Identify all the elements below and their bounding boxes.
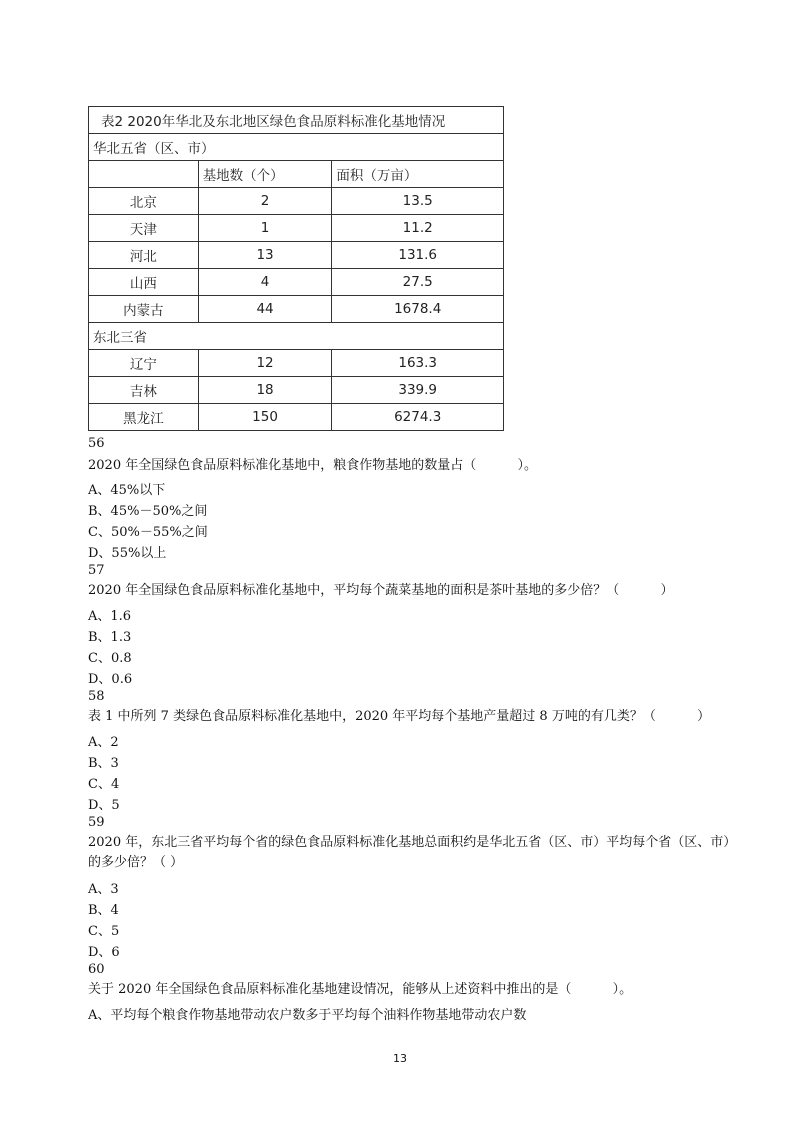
- question-number: 59: [88, 815, 105, 830]
- option-a: A、1.6: [88, 609, 132, 624]
- option-b: B、1.3: [88, 630, 132, 645]
- base-count: 2: [198, 188, 332, 215]
- base-count: 44: [198, 296, 332, 323]
- option-d: D、55%以上: [88, 546, 167, 561]
- option-a: A、45%以下: [88, 483, 166, 498]
- option-d: D、5: [88, 798, 120, 813]
- option-c: C、4: [88, 777, 120, 792]
- group-header-northeast: 东北三省: [89, 323, 504, 350]
- option-b: B、45%－50%之间: [88, 504, 208, 519]
- question-number: 56: [88, 436, 105, 451]
- header-empty-cell: [89, 161, 199, 188]
- region-name: 辽宁: [89, 350, 199, 377]
- option-c: C、50%－55%之间: [88, 525, 208, 540]
- group-header-north: 华北五省（区、市）: [89, 134, 504, 161]
- question-number: 57: [88, 563, 105, 578]
- base-count: 1: [198, 215, 332, 242]
- base-area: 11.2: [332, 215, 504, 242]
- option-a: A、3: [88, 882, 119, 897]
- question-text: 表 1 中所列 7 类绿色食品原料标准化基地中，2020 年平均每个基地产量超过 8 万吨的有几类？（ ）: [88, 709, 711, 724]
- base-area: 163.3: [332, 350, 504, 377]
- region-name: 吉林: [89, 377, 199, 404]
- question-text: 关于 2020 年全国绿色食品原料标准化基地建设情况，能够从上述资料中推出的是（ ）。: [88, 982, 633, 997]
- page-number: 13: [393, 1052, 407, 1065]
- header-area: 面积（万亩）: [332, 161, 504, 188]
- option-d: D、0.6: [88, 672, 133, 687]
- table-row: [89, 269, 504, 296]
- option-c: C、0.8: [88, 651, 132, 666]
- base-area: 339.9: [332, 377, 504, 404]
- table-row: [89, 215, 504, 242]
- option-d: D、6: [88, 945, 120, 960]
- base-area: 13.5: [332, 188, 504, 215]
- table-row: [89, 242, 504, 269]
- table-row: [89, 377, 504, 404]
- table-row: [89, 404, 504, 431]
- base-area: 1678.4: [332, 296, 504, 323]
- option-b: B、3: [88, 756, 119, 771]
- base-table: [88, 106, 504, 431]
- question-text: 2020 年，东北三省平均每个省的绿色食品原料标准化基地总面积约是华北五省（区、市）平均每个省（区、市）的多少倍？（ ）: [88, 835, 737, 870]
- header-count: 基地数（个）: [198, 161, 332, 188]
- base-count: 150: [198, 404, 332, 431]
- region-name: 内蒙古: [89, 296, 199, 323]
- option-c: C、5: [88, 924, 120, 939]
- table-row: [89, 296, 504, 323]
- region-name: 山西: [89, 269, 199, 296]
- region-name: 黑龙江: [89, 404, 199, 431]
- table-caption: 表2 2020年华北及东北地区绿色食品原料标准化基地情况: [89, 107, 504, 134]
- question-text: 2020 年全国绿色食品原料标准化基地中，平均每个蔬菜基地的面积是茶叶基地的多少倍？（ ）: [88, 583, 674, 598]
- base-count: 18: [198, 377, 332, 404]
- base-area: 27.5: [332, 269, 504, 296]
- region-name: 天津: [89, 215, 199, 242]
- base-area: 6274.3: [332, 404, 504, 431]
- option-b: B、4: [88, 903, 119, 918]
- table-row: [89, 188, 504, 215]
- option-a: A、平均每个粮食作物基地带动农户数多于平均每个油料作物基地带动农户数: [88, 1008, 527, 1023]
- region-name: 河北: [89, 242, 199, 269]
- question-text: 2020 年全国绿色食品原料标准化基地中，粮食作物基地的数量占（ ）。: [88, 458, 538, 473]
- base-area: 131.6: [332, 242, 504, 269]
- question-number: 60: [88, 962, 105, 977]
- table-row: [89, 350, 504, 377]
- base-count: 4: [198, 269, 332, 296]
- region-name: 北京: [89, 188, 199, 215]
- question-number: 58: [88, 689, 105, 704]
- option-a: A、2: [88, 735, 119, 750]
- base-count: 13: [198, 242, 332, 269]
- base-count: 12: [198, 350, 332, 377]
